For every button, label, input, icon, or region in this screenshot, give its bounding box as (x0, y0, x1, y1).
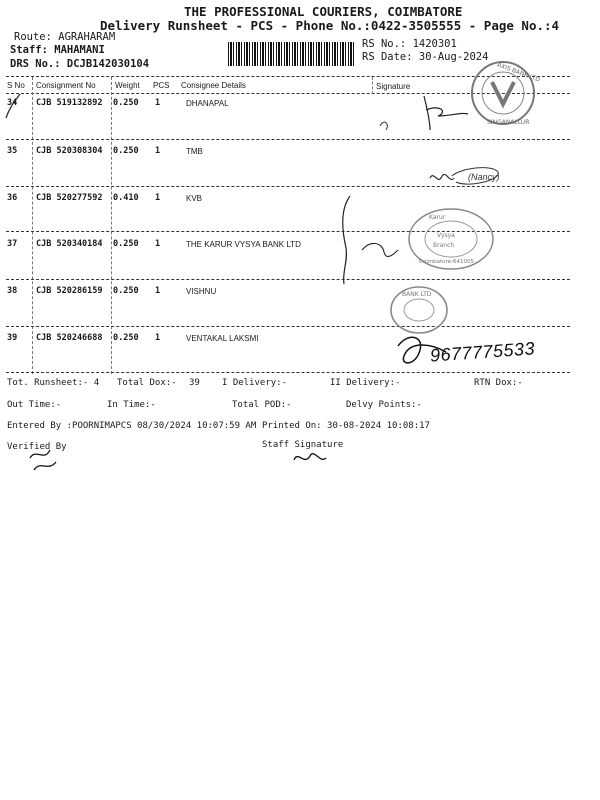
svg-text:SINGANALLUR: SINGANALLUR (487, 119, 530, 126)
staff-signature-label: Staff Signature (262, 440, 344, 450)
row-pcs: 1 (155, 98, 161, 108)
row-weight: 0.250 (113, 333, 139, 343)
row-consignee: KVB (186, 194, 203, 203)
out-time: Out Time:- (7, 400, 62, 410)
entered-by: Entered By :POORNIMAPCS 08/30/2024 10:07:59 AM (7, 421, 257, 431)
row-sno: 36 (7, 193, 18, 203)
row-weight: 0.250 (113, 286, 139, 296)
total-dox-label: Total Dox:- (117, 378, 177, 388)
col-sno: S No (7, 81, 25, 90)
staff-label: Staff: MAHAMANI (10, 44, 105, 56)
row-consignment: CJB 520286159 (36, 286, 103, 296)
row-consignee: TMB (186, 147, 203, 156)
col-consignment: Consignment No (36, 81, 96, 90)
rtn-dox: RTN Dox:- (474, 378, 523, 388)
col-signature: Signature (376, 82, 411, 91)
row-consignment: CJB 520308304 (36, 146, 103, 156)
col-consignee: Consignee Details (181, 81, 246, 90)
row-weight: 0.410 (113, 193, 139, 203)
row-sno: 37 (7, 239, 18, 249)
ii-delivery: II Delivery:- (330, 378, 401, 388)
verified-by: Verified By (7, 442, 67, 452)
row-pcs: 1 (155, 193, 161, 203)
row-consignment: CJB 520277592 (36, 193, 103, 203)
svg-text:AXIS BANK LTD: AXIS BANK LTD (496, 61, 541, 84)
row-consignee: VENTAKAL LAKSMI (186, 334, 259, 343)
col-pcs: PCS (153, 81, 170, 90)
row-weight: 0.250 (113, 239, 139, 249)
row-consignment: CJB 520340184 (36, 239, 103, 249)
row-consignment: CJB 519132892 (36, 98, 103, 108)
row-weight: 0.250 (113, 146, 139, 156)
i-delivery: I Delivery:- (222, 378, 288, 388)
svg-text:BANK LTD: BANK LTD (402, 291, 432, 298)
row-sno: 35 (7, 146, 18, 156)
row-consignee: THE KARUR VYSYA BANK LTD (186, 240, 301, 249)
printed-on: Printed On: 30-08-2024 10:08:17 (262, 421, 430, 431)
row-pcs: 1 (155, 239, 161, 249)
total-pod: Total POD:- (232, 400, 292, 410)
row-sno: 38 (7, 286, 18, 296)
tot-runsheet: Tot. Runsheet:- 4 (7, 378, 100, 388)
handwritten-note: (Nancy) (468, 172, 500, 182)
in-time: In Time:- (107, 400, 156, 410)
row-pcs: 1 (155, 286, 161, 296)
svg-text:Coimbatore-641005: Coimbatore-641005 (419, 259, 474, 265)
delvy-points: Delvy Points:- (346, 400, 422, 410)
row-sno: 34 (7, 98, 18, 108)
row-sno: 39 (7, 333, 18, 343)
drs-number: DRS No.: DCJB142030104 (10, 58, 150, 70)
row-consignee: DHANAPAL (186, 99, 229, 108)
svg-text:Branch: Branch (433, 242, 455, 249)
route-label: Route: AGRAHARAM (14, 31, 116, 43)
rs-date: RS Date: 30-Aug-2024 (362, 51, 489, 63)
page-title: THE PROFESSIONAL COURIERS, COIMBATORE (184, 4, 463, 19)
page-subtitle: Delivery Runsheet - PCS - Phone No.:0422-3505555 - Page No.:4 (100, 18, 560, 33)
row-pcs: 1 (155, 333, 161, 343)
rs-number: RS No.: 1420301 (362, 38, 457, 50)
col-weight: Weight (115, 81, 140, 90)
svg-text:Vysya: Vysya (437, 232, 455, 239)
row-consignee: VISHNU (186, 287, 217, 296)
row-consignment: CJB 520246688 (36, 333, 103, 343)
row-weight: 0.250 (113, 98, 139, 108)
handwritten-phone: 9677775533 (429, 338, 536, 366)
row-pcs: 1 (155, 146, 161, 156)
total-dox-value: 39 (189, 378, 200, 388)
svg-text:Karur: Karur (429, 214, 446, 221)
